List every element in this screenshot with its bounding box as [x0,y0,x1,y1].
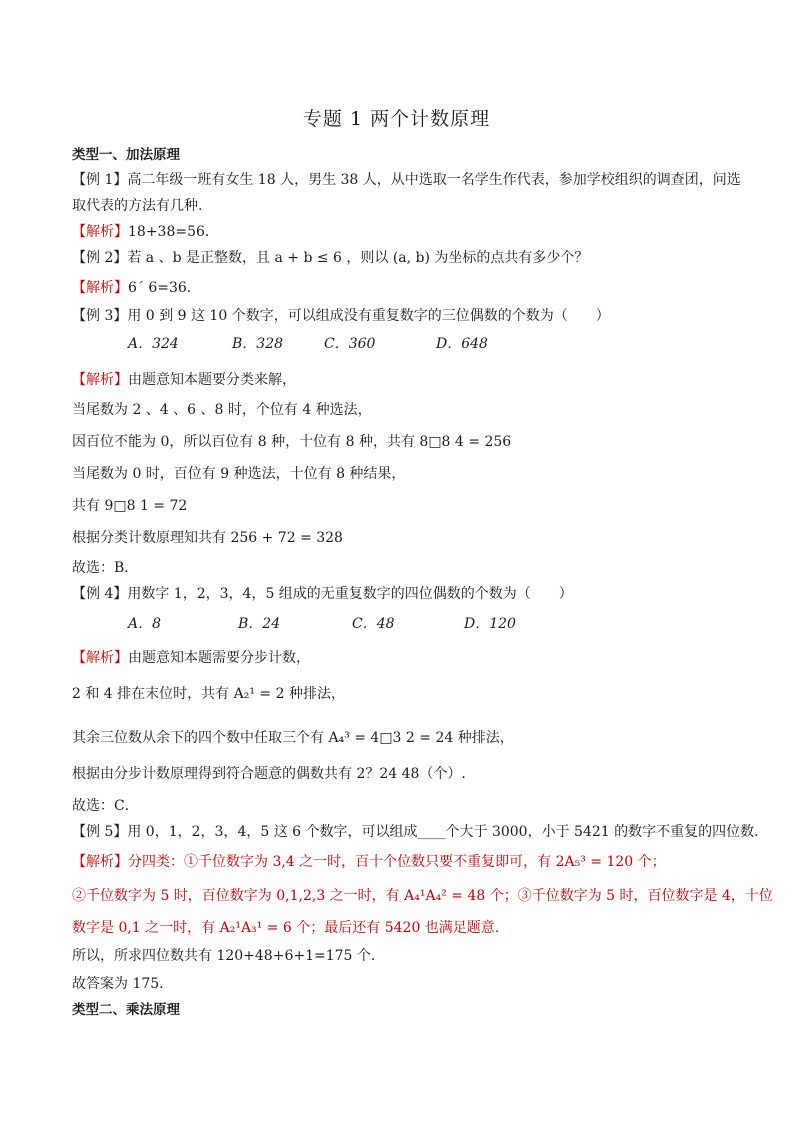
solution-conclusion: 故选：B． [72,560,139,576]
example-1-solution [72,222,219,242]
solution-text: 18+38=56． [128,224,219,240]
solution-text: 6´ 6=36． [128,280,201,296]
question-text: 若 a 、b 是正整数，且 a + b ≤ 6 ，则以 (a, b) 为坐标的点共有多少个？ [127,250,589,266]
solution-conclusion: 故答案为 175． [72,976,174,992]
solution-text: 由题意知本题需要分步计数， [128,650,310,666]
example-3-options [128,334,488,354]
option-c: C．48 [352,616,395,632]
solution-step: 根据分类计数原理知共有 256 + 72 = 328 [72,530,343,546]
option-d: D．120 [464,616,516,632]
question-text: 用数字 1，2，3，4，5 组成的无重复数字的四位偶数的个数为（ ） [127,586,573,602]
solution-conclusion: 故选：C． [72,798,139,814]
solution-text: 由题意知本题要分类来解， [128,372,296,388]
example-1-question-cont: 取代表的方法有几种. [72,198,203,214]
question-text: 用 0，1，2，3，4，5 这 6 个数字，可以组成____个大于 3000，小于 5421 的数字不重复的四位数． [127,824,769,840]
solution-step: 当尾数为 0 时，百位有 9 种选法，十位有 8 种结果， [72,466,406,482]
example-5-solution [72,852,666,872]
option-a: A．8 [128,616,162,632]
section-heading-multiplication: 类型二、乘法原理 [72,1002,180,1018]
question-text: 高二年级一班有女生 18 人，男生 38 人，从中选取一名学生作代表，参加学校组织的调查团，问选 [127,172,741,188]
solution-step: 根据由分步计数原理得到符合题意的偶数共有 2？24 48（个）. [72,766,466,782]
example-label: 【例 2】 [72,250,128,266]
solution-step: 其余三位数从余下的四个数中任取三个有 A₄³ = 4□3 2 = 24 种排法， [72,730,514,746]
example-2-solution [72,278,201,298]
solution-step: ②千位数字为 5 时，百位数字为 0,1,2,3 之一时，有 A₄¹A₄² = 48 个；③千位数字为 5 时，百位数字是 4，十位 [72,888,773,904]
solution-step: 2 和 4 排在末位时，共有 A₂¹ = 2 种排法， [72,686,345,702]
example-4-question [72,584,573,604]
solution-step: 数字是 0,1 之一时，有 A₂¹A₃¹ = 6 个；最后还有 5420 也满足题意. [72,920,500,936]
option-c: C．360 [324,336,376,352]
page-title: 专题 1 两个计数原理 [302,108,491,130]
option-d: D．648 [436,336,488,352]
example-2-question [72,248,588,268]
solution-step: 共有 9□8 1 = 72 [72,498,188,514]
example-label: 【例 4】 [72,586,128,602]
solution-tag: 【解析】 [72,650,128,666]
example-4-options [128,614,516,634]
example-3-question [72,306,610,326]
solution-tag: 【解析】 [72,224,128,240]
solution-tag: 【解析】 [72,854,128,870]
example-label: 【例 5】 [72,824,128,840]
section-heading-addition: 类型一、加法原理 [72,147,180,163]
solution-step: 当尾数为 2 、4 、6 、8 时，个位有 4 种选法， [72,402,372,418]
example-label: 【例 3】 [72,308,128,324]
example-5-question [72,822,768,842]
option-b: B．24 [238,616,281,632]
solution-step: 所以，所求四位数共有 120+48+6+1=175 个. [72,948,376,964]
option-b: B．328 [232,336,284,352]
question-text: 用 0 到 9 这 10 个数字，可以组成没有重复数字的三位偶数的个数为（ ） [127,308,610,324]
solution-step: 因百位不能为 0，所以百位有 8 种，十位有 8 种，共有 8□8 4 = 256 [72,434,512,450]
example-4-solution [72,648,310,668]
example-1-question [72,170,741,190]
example-label: 【例 1】 [72,172,128,188]
solution-tag: 【解析】 [72,280,128,296]
solution-text: 分四类：①千位数字为 3,4 之一时，百十个位数只要不重复即可，有 2A₅³ = 120 个； [128,854,666,870]
option-a: A．324 [128,336,179,352]
solution-tag: 【解析】 [72,372,128,388]
example-3-solution [72,370,296,390]
